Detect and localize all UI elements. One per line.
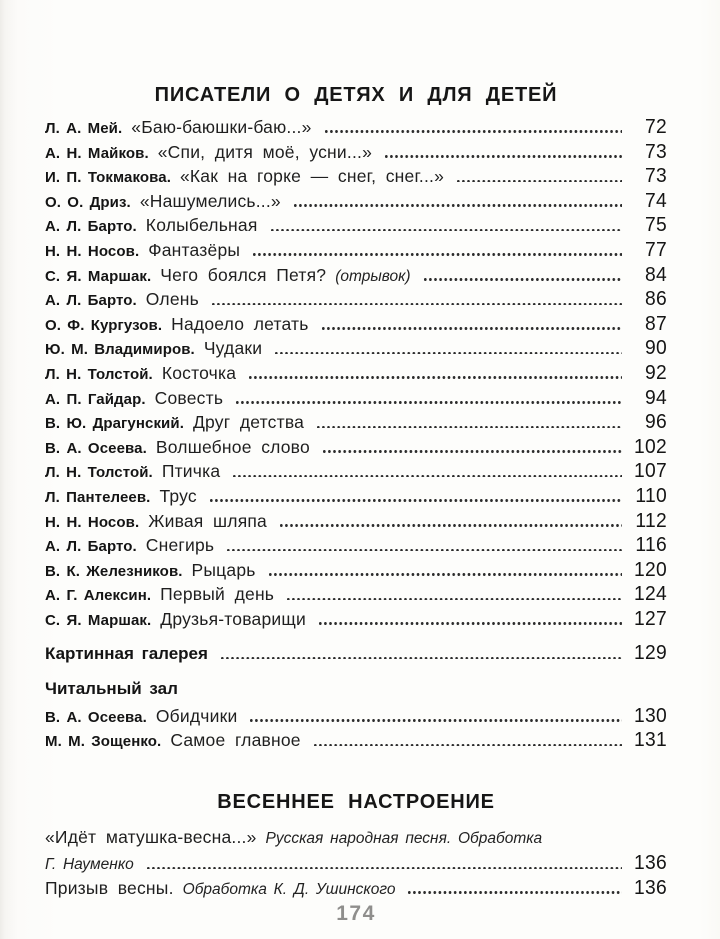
entry-author: Н. Н. Носов. xyxy=(45,513,140,531)
entry-note: Обработка К. Д. Ушинского xyxy=(182,881,396,899)
entry-author: Л. Н. Толстой. xyxy=(45,464,153,482)
entry-note: Г. Науменко xyxy=(45,856,134,874)
entry-page-number: 112 xyxy=(635,508,667,532)
entry-title: Призыв весны. xyxy=(45,878,174,899)
entry-page-number: 77 xyxy=(644,237,667,261)
entry-page-number: 92 xyxy=(644,360,667,384)
entry-author: А. Г. Алексин. xyxy=(45,587,152,605)
entry-page-number: 86 xyxy=(644,287,667,311)
entry-title: «Баю-баюшки-баю...» xyxy=(131,117,312,137)
entry-title: Волшебное слово xyxy=(155,436,310,457)
entry-page-number: 84 xyxy=(644,262,667,286)
toc-entry xyxy=(45,459,667,484)
dot-leader xyxy=(275,352,622,355)
entry-page-number: 73 xyxy=(644,139,667,163)
entry-page-number: 73 xyxy=(644,164,667,188)
toc-section xyxy=(45,791,667,901)
dot-leader xyxy=(212,303,622,306)
toc-entry xyxy=(45,164,667,189)
dot-leader xyxy=(227,549,622,552)
entry-author: А. Л. Барто. xyxy=(45,292,137,310)
entry-title: «Идёт матушка-весна...» xyxy=(45,826,257,847)
toc-entry xyxy=(45,410,667,435)
toc-entry xyxy=(45,509,667,534)
entry-page-number: 136 xyxy=(633,876,667,900)
toc-entry xyxy=(45,386,667,411)
entry-author: А. Л. Барто. xyxy=(45,538,137,556)
entry-title-bold: Картинная галерея xyxy=(45,644,208,664)
entry-title: Надоело летать xyxy=(171,313,309,334)
dot-leader xyxy=(287,598,622,601)
toc-entry xyxy=(45,728,667,753)
dot-leader xyxy=(424,278,622,281)
toc-entry xyxy=(45,533,667,558)
entry-title-bold: Читальный зал xyxy=(45,679,178,699)
entry-author: Л. А. Мей. xyxy=(45,120,123,137)
entry-author: М. М. Зощенко. xyxy=(45,733,162,751)
dot-leader xyxy=(253,253,622,256)
entry-author: В. К. Железников. xyxy=(45,562,183,580)
entry-page-number: 120 xyxy=(633,557,667,581)
dot-leader xyxy=(236,401,622,404)
entry-page-number: 72 xyxy=(644,115,667,138)
entry-page-number: 94 xyxy=(644,385,667,409)
entry-title: Олень xyxy=(145,289,199,310)
entry-title: Живая шляпа xyxy=(148,510,267,531)
entry-author: В. А. Осеева. xyxy=(45,708,147,726)
entry-author: Л. Пантелеев. xyxy=(45,488,151,506)
entry-note: Русская народная песня. Обработка xyxy=(265,829,543,847)
dot-leader xyxy=(221,657,622,660)
entry-title: Фантазёры xyxy=(148,239,241,260)
page-number: 174 xyxy=(336,901,376,925)
entry-page-number: 96 xyxy=(644,410,667,434)
dot-leader xyxy=(408,891,622,894)
entry-page-number: 116 xyxy=(635,533,667,557)
entry-title: Обидчики xyxy=(155,705,238,726)
toc-entry xyxy=(45,287,667,312)
toc-entry xyxy=(45,704,667,729)
toc-entry xyxy=(45,189,667,214)
dot-leader xyxy=(317,426,622,429)
entry-author: А. П. Гайдар. xyxy=(45,390,146,408)
toc-entry xyxy=(45,312,667,337)
dot-leader xyxy=(210,499,622,502)
toc-entry xyxy=(45,484,667,509)
dot-leader xyxy=(280,524,622,527)
entry-author: О. Ф. Кургузов. xyxy=(45,316,163,334)
entry-page-number: 129 xyxy=(633,641,667,665)
toc-entry xyxy=(45,641,667,666)
entry-author: О. О. Дриз. xyxy=(45,193,131,211)
entry-page-number: 90 xyxy=(644,336,667,360)
entry-title: Колыбельная xyxy=(145,215,258,236)
entry-title: Чего боялся Петя? xyxy=(160,264,327,285)
entry-author: Н. Н. Носов. xyxy=(45,242,140,260)
toc-entry xyxy=(45,827,667,852)
entry-author: А. Н. Майков. xyxy=(45,144,149,162)
entry-author: В. А. Осеева. xyxy=(45,439,147,457)
section-heading: ПИСАТЕЛИ О ДЕТЯХ И ДЛЯ ДЕТЕЙ xyxy=(154,84,558,106)
entry-page-number: 130 xyxy=(633,703,667,727)
toc-entry xyxy=(45,115,667,140)
entry-author: И. П. Токмакова. xyxy=(45,169,171,187)
entry-author: С. Я. Маршак. xyxy=(45,611,152,629)
entry-page-number: 75 xyxy=(644,213,667,237)
entry-author: Ю. М. Владимиров. xyxy=(45,341,195,359)
dot-leader xyxy=(147,867,622,870)
entry-title: «Спи, дитя моё, усни...» xyxy=(157,141,373,162)
toc-entry xyxy=(45,435,667,460)
toc-entry xyxy=(45,876,667,901)
entry-title: Птичка xyxy=(161,461,221,482)
entry-author: С. Я. Маршак. xyxy=(45,267,152,285)
toc-entry xyxy=(45,140,667,165)
dot-leader xyxy=(250,719,622,722)
toc-entry xyxy=(45,336,667,361)
entry-page-number: 87 xyxy=(644,311,667,335)
entry-page-number: 107 xyxy=(633,459,667,483)
entry-title: Косточка xyxy=(161,362,237,383)
entry-page-number: 102 xyxy=(633,434,667,458)
dot-leader xyxy=(233,475,622,478)
toc-entry xyxy=(45,679,667,704)
entry-page-number: 131 xyxy=(633,728,667,752)
entry-title: Чудаки xyxy=(203,338,263,359)
entry-page-number: 127 xyxy=(633,606,667,630)
entry-title: Самое главное xyxy=(170,730,301,751)
dot-leader xyxy=(457,180,622,183)
table-of-contents xyxy=(45,84,667,901)
toc-entry xyxy=(45,263,667,288)
entry-title: Трус xyxy=(159,485,197,506)
dot-leader xyxy=(385,155,622,158)
toc-entry xyxy=(45,213,667,238)
entry-author: В. Ю. Драгунский. xyxy=(45,415,184,433)
entry-page-number: 136 xyxy=(633,851,667,875)
entry-title: Снегирь xyxy=(145,535,215,556)
entry-note: (отрывок) xyxy=(335,267,411,285)
dot-leader xyxy=(249,376,622,379)
toc-entry xyxy=(45,582,667,607)
dot-leader xyxy=(314,744,622,747)
dot-leader xyxy=(294,204,622,207)
entry-title: «Как на горке — снег, снег...» xyxy=(179,166,445,187)
toc-entry xyxy=(45,558,667,583)
dot-leader xyxy=(325,130,622,133)
toc-entry xyxy=(45,607,667,632)
toc-entry xyxy=(45,851,667,876)
dot-leader xyxy=(323,450,622,453)
entry-title: Совесть xyxy=(154,387,224,408)
entry-page-number: 124 xyxy=(633,582,667,606)
entry-page-number: 110 xyxy=(635,483,667,507)
entry-title: «Нашумелись...» xyxy=(139,190,281,211)
toc-entry xyxy=(45,361,667,386)
dot-leader xyxy=(269,573,622,576)
entry-author: Л. Н. Толстой. xyxy=(45,365,153,383)
dot-leader xyxy=(271,229,622,232)
toc-list xyxy=(45,115,667,753)
entry-title: Рыцарь xyxy=(191,559,256,580)
dot-leader xyxy=(322,327,622,330)
toc-entry xyxy=(45,238,667,263)
entry-page-number: 74 xyxy=(644,188,667,212)
entry-title: Первый день xyxy=(160,584,275,605)
toc-list xyxy=(45,827,667,901)
entry-title: Друзья-товарищи xyxy=(160,608,306,629)
section-heading: ВЕСЕННЕЕ НАСТРОЕНИЕ xyxy=(217,790,495,813)
entry-title: Друг детства xyxy=(192,412,305,433)
toc-section xyxy=(45,84,667,753)
entry-author: А. Л. Барто. xyxy=(45,218,137,236)
dot-leader xyxy=(319,622,622,625)
